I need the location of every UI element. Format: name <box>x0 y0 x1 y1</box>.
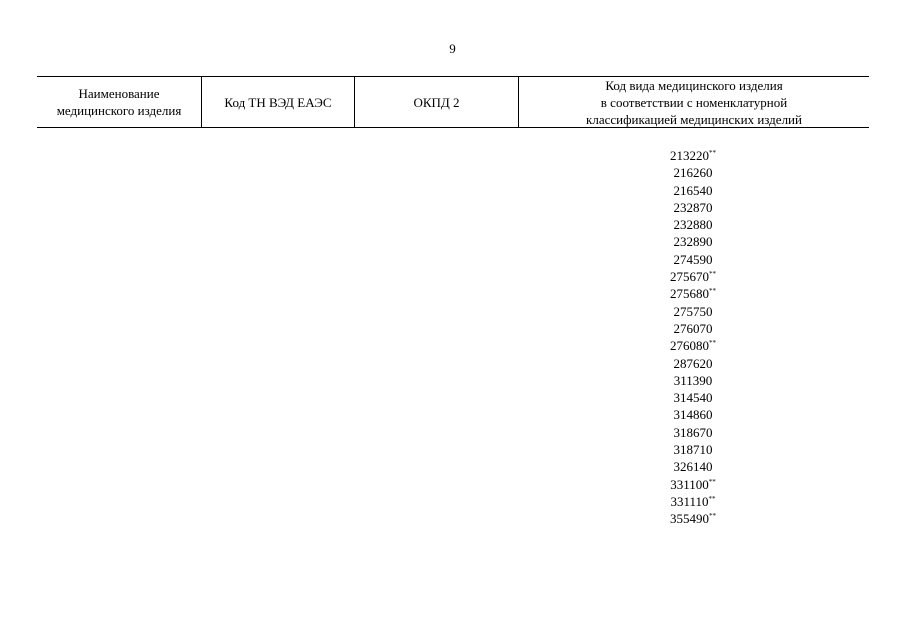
code-value: 311390 <box>673 372 713 388</box>
code-item <box>555 268 831 285</box>
code-value: 232890 <box>673 234 713 250</box>
code-value: 275680 <box>670 286 709 302</box>
code-value: 314860 <box>673 407 713 423</box>
footnote-mark: ** <box>709 287 716 296</box>
header-cell-tn-ved <box>201 77 354 127</box>
code-value: 275750 <box>673 303 713 319</box>
code-item <box>555 510 831 527</box>
code-item <box>555 182 831 199</box>
code-item <box>555 355 831 372</box>
code-value: 232880 <box>673 217 713 233</box>
code-value: 216540 <box>673 182 713 198</box>
code-item <box>555 164 831 181</box>
code-item <box>555 406 831 423</box>
code-value: 314540 <box>673 390 713 406</box>
code-value: 232870 <box>673 199 713 215</box>
header-cell-okpd <box>354 77 518 127</box>
code-value: 331100 <box>670 476 709 492</box>
code-item <box>555 251 831 268</box>
header-label-nomenclature: Код вида медицинского изделия в соответствии с номенклатурной классификацией медицинских изделий <box>586 77 802 127</box>
footnote-mark: ** <box>709 270 716 279</box>
code-value: 276080 <box>670 338 709 354</box>
code-item <box>555 389 831 406</box>
code-value: 275670 <box>670 269 709 285</box>
code-value: 216260 <box>673 165 713 181</box>
header-label-okpd: ОКПД 2 <box>413 94 460 110</box>
footnote-mark: ** <box>709 339 716 348</box>
footnote-mark: ** <box>709 149 716 157</box>
table-header <box>37 76 869 128</box>
code-value: 287620 <box>673 355 713 371</box>
code-item <box>555 216 831 233</box>
header-cell-name <box>37 77 201 127</box>
page-number: 9 <box>449 41 456 56</box>
code-value: 326140 <box>673 459 713 475</box>
code-value: 213220 <box>670 148 709 163</box>
footnote-mark: ** <box>708 494 716 503</box>
footnote-mark: ** <box>709 512 716 521</box>
code-item <box>555 199 831 216</box>
header-cell-nomenclature <box>518 77 869 127</box>
code-value: 331110 <box>670 493 709 509</box>
code-item <box>555 493 831 510</box>
code-item <box>555 285 831 302</box>
code-item <box>555 233 831 250</box>
code-item <box>555 147 831 164</box>
code-item <box>555 320 831 337</box>
code-value: 355490 <box>670 511 709 527</box>
code-item <box>555 337 831 354</box>
footnote-mark: ** <box>708 477 716 486</box>
header-label-tn-ved: Код ТН ВЭД ЕАЭС <box>224 94 332 110</box>
code-item <box>555 458 831 475</box>
code-value: 274590 <box>673 251 713 267</box>
code-value: 276070 <box>673 320 713 336</box>
code-item <box>555 476 831 493</box>
code-item <box>555 424 831 441</box>
code-value: 318670 <box>673 424 713 440</box>
code-item <box>555 441 831 458</box>
code-list <box>555 147 831 528</box>
code-item <box>555 303 831 320</box>
code-item <box>555 372 831 389</box>
code-value: 318710 <box>673 442 713 458</box>
header-label-name: Наименование медицинского изделия <box>56 86 182 118</box>
